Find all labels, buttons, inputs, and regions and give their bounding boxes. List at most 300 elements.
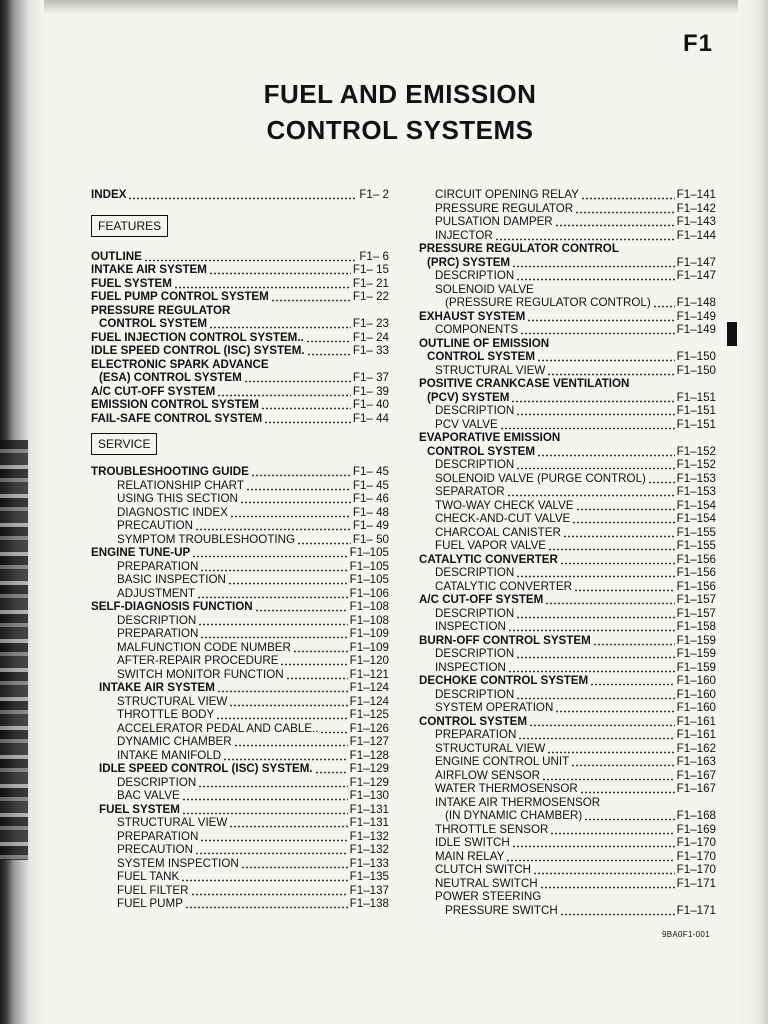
toc-entry-text: DESCRIPTION — [435, 647, 515, 660]
toc-entry-text: ELECTRONIC SPARK ADVANCE — [91, 357, 269, 371]
toc-entry[interactable] — [91, 830, 389, 844]
toc-entry[interactable] — [91, 749, 389, 763]
toc-entry[interactable] — [419, 809, 716, 823]
toc-entry-text: IDLE SPEED CONTROL (ISC) SYSTEM. — [99, 762, 313, 775]
toc-entry[interactable] — [91, 627, 389, 641]
toc-entry[interactable] — [419, 215, 716, 229]
toc-entry[interactable] — [419, 877, 716, 891]
page-title-line-1: FUEL AND EMISSION — [263, 79, 537, 109]
toc-entry-page: F1–170 — [676, 836, 716, 849]
dot-leader — [551, 337, 714, 351]
toc-entry-text: CHARCOAL CANISTER — [435, 525, 561, 539]
toc-entry[interactable] — [91, 263, 389, 277]
dot-leader — [182, 803, 348, 817]
toc-entry[interactable] — [91, 870, 389, 884]
toc-entry-page: F1–138 — [349, 897, 389, 910]
toc-entry[interactable] — [91, 371, 389, 385]
toc-entry[interactable] — [419, 391, 716, 405]
toc-entry[interactable] — [419, 377, 716, 391]
toc-entry-page: F1–167 — [676, 768, 716, 782]
toc-entry[interactable] — [419, 904, 716, 918]
toc-entry[interactable] — [91, 614, 389, 628]
toc-entry[interactable] — [419, 674, 716, 688]
dot-leader — [555, 215, 675, 229]
toc-entry[interactable] — [91, 412, 389, 426]
toc-entry-page: F1–156 — [676, 579, 716, 593]
dot-leader — [244, 371, 351, 385]
toc-entry[interactable] — [419, 526, 716, 540]
dot-leader — [516, 269, 674, 283]
toc-entry-text: FUEL PUMP — [117, 897, 183, 910]
toc-entry-text: FUEL SYSTEM — [99, 802, 180, 816]
page-right-edge-shadow — [738, 0, 768, 1024]
toc-entry[interactable] — [419, 364, 716, 378]
toc-entry-text: FUEL INJECTION CONTROL SYSTEM.. — [91, 330, 304, 344]
toc-entry-page: F1– 15 — [352, 263, 389, 276]
toc-entry-text: BURN-OFF CONTROL SYSTEM — [419, 633, 591, 647]
toc-entry[interactable] — [419, 350, 716, 364]
toc-entry[interactable] — [91, 803, 389, 817]
toc-entry-page: F1–105 — [349, 573, 389, 586]
service-list — [91, 465, 389, 911]
toc-entry[interactable] — [91, 290, 389, 304]
page-top-edge-shadow — [0, 0, 768, 14]
toc-entry[interactable] — [419, 661, 716, 675]
dot-leader — [576, 499, 675, 513]
toc-entry[interactable] — [419, 566, 716, 580]
dot-leader — [516, 404, 674, 418]
dot-leader — [631, 377, 714, 391]
toc-entry-page: F1–144 — [676, 228, 716, 242]
dot-leader — [560, 904, 675, 918]
toc-entry-text: CHECK-AND-CUT VALVE — [435, 512, 571, 525]
dot-leader — [516, 458, 674, 472]
toc-entry-page: F1–157 — [676, 606, 716, 620]
features-label: FEATURES — [91, 215, 168, 237]
toc-entry-text: USING THIS SECTION — [117, 492, 238, 505]
dot-leader — [555, 701, 674, 715]
toc-entry[interactable] — [419, 445, 716, 459]
toc-entry[interactable] — [91, 546, 389, 560]
toc-entry-page: F1–167 — [676, 782, 716, 795]
toc-entry[interactable] — [91, 465, 389, 479]
toc-entry[interactable] — [91, 843, 389, 857]
toc-entry-text: INTAKE AIR THERMOSENSOR — [435, 795, 601, 809]
dot-leader — [536, 283, 714, 297]
dot-leader — [527, 310, 674, 324]
toc-entry-page: F1–129 — [349, 775, 389, 789]
toc-entry-page: F1–142 — [676, 201, 716, 215]
dot-leader — [200, 627, 347, 641]
toc-entry-index[interactable] — [91, 188, 389, 202]
toc-entry-text: SWITCH MONITOR FUNCTION — [117, 667, 284, 681]
toc-entry-page: F1–141 — [676, 188, 716, 201]
toc-entry-text: RELATIONSHIP CHART — [117, 478, 244, 492]
toc-entry-text: (PRC) SYSTEM — [427, 255, 511, 269]
dot-leader — [512, 836, 675, 850]
dot-leader — [516, 607, 674, 621]
toc-entry[interactable] — [91, 573, 389, 587]
toc-entry-text: NEUTRAL SWITCH — [435, 876, 538, 890]
toc-entry-text: BASIC INSPECTION — [117, 573, 226, 586]
toc-entry[interactable] — [419, 499, 716, 513]
toc-entry-text: PREPARATION — [117, 559, 199, 573]
toc-entry-page: F1–143 — [676, 215, 716, 228]
toc-entry-text: TWO-WAY CHECK VALVE — [435, 498, 574, 512]
toc-entry-text: PREPARATION — [435, 728, 517, 741]
toc-entry-text: INTAKE MANIFOLD — [117, 748, 222, 762]
dot-leader — [264, 412, 351, 426]
dot-leader — [537, 445, 675, 459]
toc-entry-text: ENGINE CONTROL UNIT — [435, 755, 570, 768]
toc-entry-page: F1–108 — [349, 600, 389, 613]
toc-entry-text: PRESSURE REGULATOR CONTROL — [419, 242, 619, 255]
toc-entry-page: F1–127 — [349, 735, 389, 748]
toc-entry[interactable] — [419, 337, 716, 351]
toc-entry-text: A/C CUT-OFF SYSTEM — [419, 593, 544, 606]
toc-entry-text: PRECAUTION — [117, 843, 194, 856]
toc-entry-text: MAIN RELAY — [435, 849, 505, 863]
toc-entry[interactable] — [419, 485, 716, 499]
toc-entry[interactable] — [419, 620, 716, 634]
toc-entry[interactable] — [419, 688, 716, 702]
toc-entry[interactable] — [419, 188, 716, 202]
dot-leader — [200, 560, 347, 574]
toc-entry-text: (PCV) SYSTEM — [427, 390, 510, 404]
features-list — [91, 250, 389, 426]
toc-entry-page: F1–156 — [676, 566, 716, 579]
toc-entry-page: F1–163 — [676, 755, 716, 768]
toc-entry[interactable] — [419, 431, 716, 445]
toc-entry[interactable] — [419, 404, 716, 418]
dot-leader — [560, 553, 675, 567]
toc-entry-text: SYMPTOM TROUBLESHOOTING — [117, 532, 296, 546]
dot-leader — [545, 593, 674, 607]
toc-entry-text: FUEL VAPOR VALVE — [435, 539, 547, 552]
toc-entry-page: F1–137 — [349, 883, 389, 897]
toc-entry-text: EVAPORATIVE EMISSION — [419, 431, 561, 444]
toc-entry-page: F1– 50 — [352, 532, 389, 546]
dot-leader — [306, 331, 351, 345]
toc-entry-text: (ESA) CONTROL SYSTEM — [99, 371, 242, 384]
dot-leader — [507, 485, 675, 499]
toc-entry[interactable] — [91, 897, 389, 911]
toc-entry[interactable] — [419, 553, 716, 567]
toc-entry-page: F1–156 — [676, 552, 716, 566]
dot-leader — [315, 762, 348, 776]
toc-entry[interactable] — [91, 776, 389, 790]
toc-entry[interactable] — [91, 735, 389, 749]
dot-leader — [198, 614, 347, 628]
toc-entry-page: F1–157 — [676, 593, 716, 606]
toc-entry[interactable] — [419, 769, 716, 783]
toc-entry-text: ADJUSTMENT — [117, 586, 195, 600]
toc-entry[interactable] — [419, 836, 716, 850]
toc-entry-page: F1–108 — [349, 613, 389, 627]
toc-entry-page: F1–170 — [676, 863, 716, 876]
toc-entry[interactable] — [91, 681, 389, 695]
dot-leader — [563, 526, 675, 540]
toc-entry-page: F1–133 — [349, 856, 389, 870]
toc-entry[interactable] — [419, 742, 716, 756]
toc-entry-page: F1– 24 — [352, 330, 389, 344]
toc-entry[interactable] — [419, 539, 716, 553]
toc-entry[interactable] — [419, 512, 716, 526]
dot-leader — [508, 620, 675, 634]
dot-leader — [209, 263, 351, 277]
dot-leader — [571, 755, 674, 769]
toc-entry[interactable] — [419, 458, 716, 472]
toc-entry-text: DESCRIPTION — [435, 404, 515, 417]
toc-entry[interactable] — [91, 398, 389, 412]
toc-entry[interactable] — [91, 600, 389, 614]
toc-entry-text: PREPARATION — [117, 829, 199, 843]
toc-entry-text: INJECTOR — [435, 228, 493, 242]
toc-entry-page: F1–152 — [676, 458, 716, 471]
toc-entry-page: F1– 44 — [352, 411, 389, 425]
toc-entry-text: FUEL SYSTEM — [91, 276, 172, 290]
toc-entry[interactable] — [91, 385, 389, 399]
toc-entry-page: F1–170 — [676, 849, 716, 863]
toc-entry-page: F1–129 — [349, 762, 389, 775]
toc-entry-page: F1–105 — [349, 559, 389, 573]
toc-entry[interactable] — [419, 323, 716, 337]
dot-leader — [255, 600, 348, 614]
toc-entry[interactable] — [419, 242, 716, 256]
dot-leader — [506, 850, 674, 864]
service-label: SERVICE — [91, 433, 157, 455]
dot-leader — [550, 823, 674, 837]
dot-leader — [508, 661, 675, 675]
dot-leader — [181, 870, 347, 884]
toc-entry-text: DYNAMIC CHAMBER — [117, 735, 232, 748]
dot-leader — [547, 364, 674, 378]
dot-leader — [580, 782, 675, 796]
dot-leader — [271, 290, 351, 304]
toc-entry[interactable] — [91, 317, 389, 331]
toc-entry-text: CATALYTIC CONVERTER — [419, 552, 558, 566]
toc-entry-text: PRESSURE REGULATOR — [435, 201, 574, 215]
toc-entry[interactable] — [419, 296, 716, 310]
toc-left-column — [91, 188, 389, 911]
dot-leader — [529, 715, 675, 729]
toc-entry-text: FUEL FILTER — [117, 883, 189, 897]
toc-entry-text: DECHOKE CONTROL SYSTEM — [419, 674, 589, 687]
toc-entry-text: FUEL PUMP CONTROL SYSTEM — [91, 290, 269, 303]
toc-entry-text: PREPARATION — [117, 627, 199, 640]
toc-entry[interactable] — [419, 418, 716, 432]
toc-entry-page: F1–151 — [676, 417, 716, 431]
toc-entry[interactable] — [419, 202, 716, 216]
toc-entry-page: F1–124 — [349, 681, 389, 694]
figure-code: 9BA0F1-001 — [662, 930, 710, 939]
toc-entry[interactable] — [419, 269, 716, 283]
toc-entry-page: F1– 21 — [352, 276, 389, 290]
toc-entry-page: F1–159 — [676, 647, 716, 660]
dot-leader — [174, 277, 351, 291]
toc-right-column — [419, 188, 716, 917]
toc-entry-page: F1–128 — [349, 748, 389, 762]
toc-entry-page: F1– 45 — [352, 478, 389, 492]
toc-entry-text: SOLENOID VALVE (PURGE CONTROL) — [435, 471, 646, 485]
toc-entry[interactable] — [419, 229, 716, 243]
toc-entry[interactable] — [419, 634, 716, 648]
toc-entry[interactable] — [91, 668, 389, 682]
page-binding-edge — [0, 0, 44, 1024]
toc-entry-page: F1–168 — [676, 809, 716, 822]
dot-leader — [297, 533, 351, 547]
toc-entry[interactable] — [419, 890, 716, 904]
toc-entry[interactable] — [419, 310, 716, 324]
toc-entry-page: F1–160 — [676, 674, 716, 687]
dot-leader — [516, 566, 674, 580]
dot-leader — [232, 304, 387, 318]
dot-leader — [574, 580, 675, 594]
dot-leader — [241, 857, 348, 871]
dot-leader — [251, 465, 351, 479]
dot-leader — [280, 654, 347, 668]
toc-entry-page: F1–130 — [349, 789, 389, 802]
toc-entry-text: DESCRIPTION — [435, 606, 515, 620]
toc-entry-text: EMISSION CONTROL SYSTEM — [91, 398, 259, 411]
toc-entry-page: F1–148 — [676, 296, 716, 309]
toc-entry[interactable] — [91, 641, 389, 655]
toc-entry-text: SOLENOID VALVE — [435, 282, 534, 296]
toc-entry-page: F1–135 — [349, 870, 389, 883]
toc-entry[interactable] — [91, 519, 389, 533]
toc-entry-text: IDLE SWITCH — [435, 836, 510, 849]
toc-entry-text: INTAKE AIR SYSTEM — [99, 681, 215, 694]
toc-entry[interactable] — [91, 789, 389, 803]
toc-entry[interactable] — [419, 256, 716, 270]
toc-entry[interactable] — [419, 755, 716, 769]
service-heading — [91, 425, 389, 455]
toc-entry-page: F1– 2 — [359, 188, 389, 201]
toc-entry[interactable] — [419, 593, 716, 607]
toc-entry-page: F1–160 — [676, 687, 716, 701]
toc-entry[interactable] — [419, 580, 716, 594]
toc-entry-page: F1– 22 — [352, 290, 389, 303]
dot-leader — [512, 256, 675, 270]
toc-entry-text: STRUCTURAL VIEW — [117, 816, 228, 829]
dot-leader — [128, 188, 357, 202]
toc-entry[interactable] — [419, 647, 716, 661]
dot-leader — [240, 492, 351, 506]
page-title-line-2: CONTROL SYSTEMS — [266, 115, 534, 145]
dot-leader — [293, 641, 348, 655]
toc-entry-page: F1–159 — [676, 660, 716, 674]
toc-entry-text: CONTROL SYSTEM — [427, 444, 536, 458]
toc-entry[interactable] — [419, 715, 716, 729]
dot-leader — [548, 539, 675, 553]
toc-entry-text: COMPONENTS — [435, 323, 519, 336]
dot-leader — [223, 749, 348, 763]
toc-entry[interactable] — [91, 479, 389, 493]
dot-leader — [216, 708, 347, 722]
toc-entry-page: F1–132 — [349, 843, 389, 856]
toc-entry[interactable] — [91, 762, 389, 776]
toc-entry[interactable] — [91, 331, 389, 345]
features-heading — [91, 202, 389, 243]
toc-entry[interactable] — [419, 850, 716, 864]
toc-entry[interactable] — [91, 695, 389, 709]
toc-entry-text: INTAKE AIR SYSTEM — [91, 263, 207, 276]
toc-entry[interactable] — [91, 560, 389, 574]
toc-entry[interactable] — [419, 782, 716, 796]
toc-entry-text: DESCRIPTION — [435, 566, 515, 579]
dot-leader — [590, 674, 674, 688]
toc-entry[interactable] — [419, 823, 716, 837]
toc-entry[interactable] — [91, 492, 389, 506]
toc-entry[interactable] — [91, 304, 389, 318]
toc-entry-text: PRESSURE SWITCH — [445, 903, 558, 917]
toc-entry[interactable] — [419, 472, 716, 486]
toc-entry-page: F1– 37 — [352, 371, 389, 384]
toc-entry[interactable] — [91, 344, 389, 358]
toc-entry-text: AIRFLOW SENSOR — [435, 768, 541, 782]
section-tab-marker — [727, 322, 737, 346]
dot-leader — [533, 863, 675, 877]
toc-entry[interactable] — [91, 506, 389, 520]
dot-leader — [229, 816, 347, 830]
toc-entry-text: INDEX — [91, 188, 127, 201]
toc-entry[interactable] — [419, 607, 716, 621]
toc-entry[interactable] — [91, 708, 389, 722]
toc-entry-text: CONTROL SYSTEM — [427, 350, 536, 363]
toc-entry-page: F1–147 — [676, 269, 716, 282]
dot-leader — [653, 296, 675, 310]
dot-leader — [542, 769, 675, 783]
toc-entry-page: F1– 49 — [352, 519, 389, 532]
dot-leader — [572, 512, 674, 526]
toc-entry-text: EXHAUST SYSTEM — [419, 309, 526, 323]
toc-entry[interactable] — [91, 250, 389, 264]
toc-entry-text: FUEL TANK — [117, 870, 180, 883]
toc-entry-page: F1–149 — [676, 309, 716, 323]
toc-entry-page: F1– 48 — [352, 505, 389, 519]
toc-entry[interactable] — [91, 722, 389, 736]
dot-leader — [575, 202, 675, 216]
toc-entry-text: DESCRIPTION — [435, 458, 515, 471]
toc-entry-text: INSPECTION — [435, 620, 506, 633]
toc-entry-text: WATER THERMOSENSOR — [435, 782, 578, 795]
toc-entry-page: F1–150 — [676, 363, 716, 377]
toc-entry[interactable] — [419, 701, 716, 715]
toc-entry[interactable] — [91, 277, 389, 291]
toc-entry-page: F1–131 — [349, 816, 389, 829]
toc-entry[interactable] — [91, 884, 389, 898]
toc-entry[interactable] — [91, 533, 389, 547]
toc-entry[interactable] — [419, 796, 716, 810]
toc-entry-page: F1– 46 — [352, 492, 389, 505]
dot-leader — [198, 776, 347, 790]
toc-entry-text: STRUCTURAL VIEW — [117, 694, 228, 708]
dot-leader — [271, 358, 387, 372]
toc-entry[interactable] — [419, 728, 716, 742]
toc-entry-text: DESCRIPTION — [117, 613, 197, 627]
dot-leader — [261, 398, 351, 412]
dot-leader — [230, 506, 351, 520]
toc-entry[interactable] — [91, 816, 389, 830]
toc-entry[interactable] — [91, 358, 389, 372]
toc-entry[interactable] — [91, 654, 389, 668]
toc-entry[interactable] — [91, 857, 389, 871]
toc-entry[interactable] — [419, 283, 716, 297]
toc-entry-text: (PRESSURE REGULATOR CONTROL) — [445, 296, 651, 309]
toc-entry[interactable] — [91, 587, 389, 601]
toc-entry[interactable] — [419, 863, 716, 877]
page-title — [150, 76, 650, 148]
